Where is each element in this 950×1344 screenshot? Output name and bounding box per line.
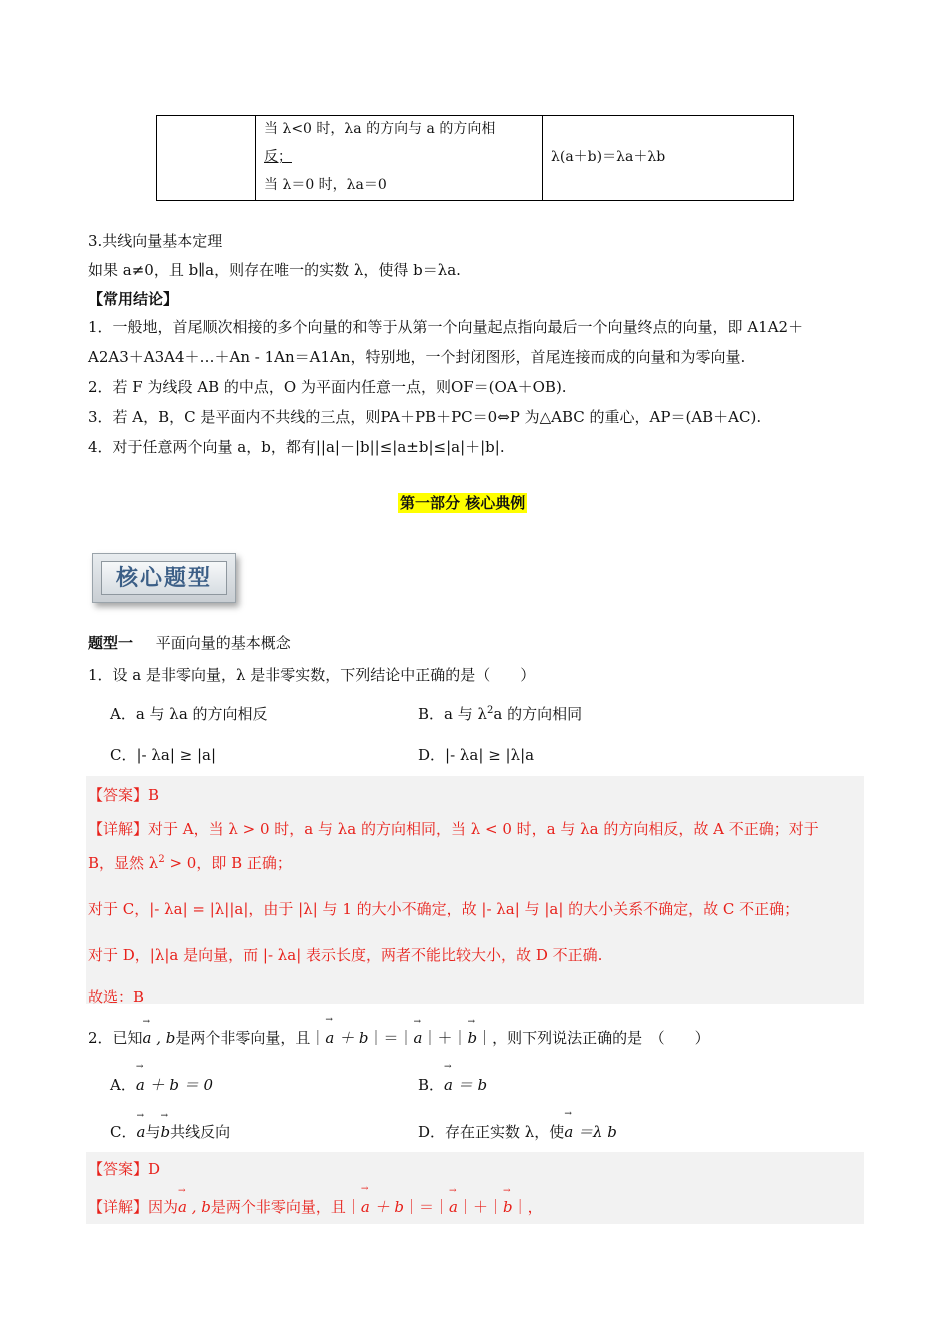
conclusion-item: 4．对于任意两个向量 a，b，都有||a|－|b||≤|a±b|≤|a|＋|b|.: [88, 438, 505, 456]
q2-detail-line: 【详解】因为→ a , b是两个非零向量，且｜→ a ＋ b｜＝｜→ a｜＋｜→ b｜，: [88, 1196, 543, 1217]
badge-label: 核心题型: [101, 561, 227, 595]
type-label: 题型一: [88, 634, 134, 652]
table-text: λ(a＋b)＝λa＋λb: [551, 149, 666, 165]
q1-option-a: A．a 与 λa 的方向相反: [110, 705, 268, 723]
q2-option-c: C．→ a与→ b共线反向: [110, 1121, 230, 1142]
q1-option-b: B．a 与 $\lambda^2a$ 的方向相同: [418, 705, 583, 723]
table-cell-empty: [157, 116, 256, 200]
type-title: 平面向量的基本概念: [155, 634, 291, 652]
theorem-text: 如果 a≠0，且 b∥a，则存在唯一的实数 λ，使得 b＝λa.: [88, 261, 461, 279]
q1-answer-block: [86, 776, 864, 1004]
properties-table: [156, 115, 794, 201]
q1-detail-line: 对于 D，|λ|a 是向量，而 |- λa| 表示长度，两者不能比较大小，故 D 不正确.: [88, 946, 603, 964]
conclusions-heading: 【常用结论】: [88, 290, 179, 308]
section-title: 3.共线向量基本定理: [88, 232, 223, 250]
q2-option-d: D．存在正实数 λ，使→ a ＝λ b: [418, 1121, 617, 1142]
q1-detail-line: 对于 C，|- λa| = |λ||a|，由于 |λ| 与 1 的大小不确定，故 |- λa| 与 |a| 的大小关系不确定，故 C 不正确；: [88, 900, 800, 918]
question-2-stem: 2．已知→ a , b是两个非零向量，且｜→ a ＋ b｜＝｜→ a｜＋｜→ b｜，则下列说法正确的是 （ ）: [88, 1027, 710, 1048]
conclusion-item: A2A3＋A3A4＋…＋An - 1An＝A1An，特别地，一个封闭图形，首尾连接而成的向量和为零向量.: [88, 348, 746, 366]
q1-answer: 【答案】B: [88, 786, 160, 804]
conclusion-item: 3．若 A，B，C 是平面内不共线的三点，则PA＋PB＋PC＝0⇔P 为△ABC 的重心，AP＝(AB＋AC).: [88, 408, 762, 426]
q1-option-c: C．|- λa| ≥ |a|: [110, 746, 217, 764]
table-cell-direction: [256, 116, 543, 200]
conclusion-item: 1．一般地，首尾顺次相接的多个向量的和等于从第一个向量起点指向最后一个向量终点的向量，即 A1A2＋: [88, 318, 804, 336]
q2-answer: 【答案】D: [88, 1160, 161, 1178]
q2-option-b: B．→ a ＝ b: [418, 1074, 487, 1095]
q1-detail-line: 【详解】对于 A，当 λ > 0 时，a 与 λa 的方向相同，当 λ < 0 时，a 与 λa 的方向相反，故 A 不正确；对于: [88, 820, 819, 838]
table-text: 当 λ＝0 时，λa＝0: [264, 177, 387, 193]
table-text: 反；: [264, 149, 292, 165]
q2-option-a: A．→ a ＋ b ＝ 0: [110, 1074, 213, 1095]
question-1-stem: 1．设 a 是非零向量，λ 是非零实数，下列结论中正确的是（ ）: [88, 666, 536, 684]
core-type-badge: [92, 553, 236, 603]
table-text: 当 λ<0 时，λa 的方向与 a 的方向相: [264, 121, 496, 137]
q1-choice: 故选：B: [88, 988, 145, 1006]
conclusion-item: 2．若 F 为线段 AB 的中点，O 为平面内任意一点，则OF＝(OA＋OB).: [88, 378, 567, 396]
part-title: 第一部分 核心典例: [400, 494, 526, 512]
q1-option-d: D．|- λa| ≥ |λ|a: [418, 746, 535, 764]
q1-detail-line: B，显然 $\lambda^2 > 0$，即 B 正确；: [88, 854, 292, 872]
table-cell-law: [543, 116, 793, 200]
q2-answer-block: [86, 1152, 864, 1224]
type-heading: [88, 632, 291, 653]
